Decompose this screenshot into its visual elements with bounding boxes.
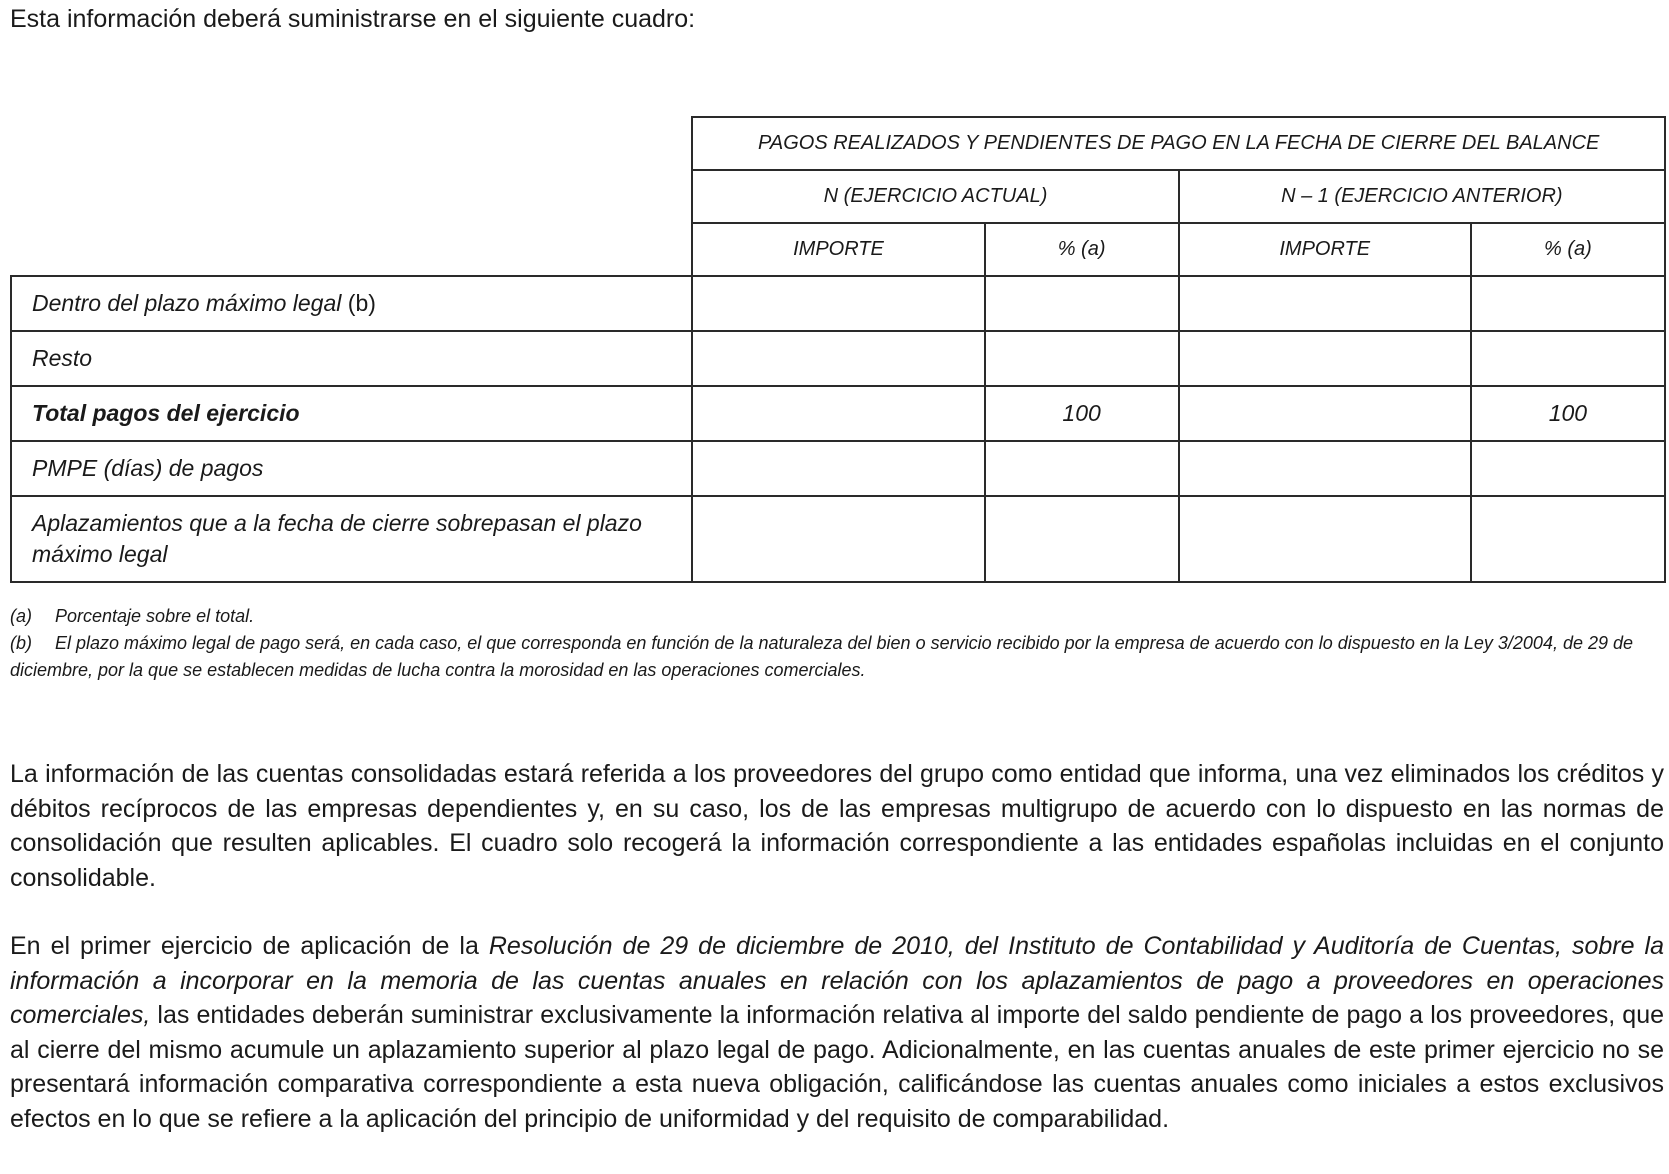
cell-importe-n1 — [1179, 441, 1471, 496]
footnote-b — [10, 630, 1666, 684]
table-header-row-title — [11, 117, 1665, 170]
paragraph-lead: En el primer ejercicio de aplicación de la — [10, 932, 489, 960]
cell-importe-n — [692, 496, 984, 582]
cell-importe-n1 — [1179, 496, 1471, 582]
table-corner-blank — [11, 117, 692, 170]
table-header-row-columns — [11, 223, 1665, 276]
paragraph-first-application — [10, 929, 1664, 1136]
cell-pct-n1 — [1471, 331, 1665, 386]
table-row — [11, 441, 1665, 496]
intro-text: Esta información deberá suministrarse en el siguiente cuadro: — [10, 5, 696, 33]
footnote-key: (b) — [10, 633, 32, 653]
cell-importe-n — [692, 386, 984, 441]
cell-importe-n — [692, 276, 984, 331]
cell-pct-n1 — [1471, 496, 1665, 582]
table-footnotes — [10, 603, 1666, 684]
row-label-dentro-plazo — [11, 276, 692, 331]
cell-importe-n — [692, 331, 984, 386]
cell-pct-n1 — [1471, 276, 1665, 331]
row-label-aplazamientos: Aplazamientos que a la fecha de cierre sobrepasan el plazo máximo legal — [11, 496, 692, 582]
cell-pct-n1 — [1471, 441, 1665, 496]
cell-pct-n1: 100 — [1471, 386, 1665, 441]
col-importe-previous: IMPORTE — [1179, 223, 1471, 276]
table-header-row-periods — [11, 170, 1665, 223]
cell-importe-n1 — [1179, 276, 1471, 331]
paragraph-rest: las entidades deberán suministrar exclusivamente la información relativa al importe del saldo pendiente de pago a los proveedores, que al cierre del mismo acumule un aplazamiento superior al plazo legal de pago. Adicionalmente, en las cuentas anuales de este primer ejercicio no se presentará información comparativa correspondiente a esta nueva obligación, calificándose las cuentas anuales como iniciales a estos exclusivos efectos en lo que se refiere a la aplicación del principio de uniformidad y del requisito de comparabilidad. — [10, 1001, 1664, 1133]
cell-pct-n — [985, 331, 1179, 386]
row-label-resto: Resto — [11, 331, 692, 386]
table-row — [11, 331, 1665, 386]
cell-importe-n1 — [1179, 386, 1471, 441]
table-row — [11, 496, 1665, 582]
col-importe-current: IMPORTE — [692, 223, 984, 276]
cell-importe-n — [692, 441, 984, 496]
footnote-text: El plazo máximo legal de pago será, en cada caso, el que corresponda en función de la naturaleza del bien o servicio recibido por la empresa de acuerdo con lo dispuesto en la Ley 3/2004, de 29 de diciembre, por la que se establecen medidas de lucha contra la morosidad en las operaciones comerciales. — [10, 633, 1634, 680]
cell-pct-n — [985, 276, 1179, 331]
paragraph-consolidated-accounts: La información de las cuentas consolidadas estará referida a los proveedores del grupo como entidad que informa, una vez eliminados los créditos y débitos recíprocos de las empresas dependientes y, en su caso, los de las empresas multigrupo de acuerdo con lo dispuesto en las normas de consolidación que resulten aplicables. El cuadro solo recogerá la información correspondiente a las entidades españolas incluidas en el conjunto consolidable. — [10, 760, 1664, 892]
period-current-header: N (EJERCICIO ACTUAL) — [692, 170, 1178, 223]
footnote-text: Porcentaje sobre el total. — [55, 606, 255, 626]
payments-table — [10, 116, 1666, 583]
table-corner-blank — [11, 223, 692, 276]
table-row — [11, 386, 1665, 441]
col-pct-current: % (a) — [985, 223, 1179, 276]
col-pct-previous: % (a) — [1471, 223, 1665, 276]
table-title: PAGOS REALIZADOS Y PENDIENTES DE PAGO EN LA FECHA DE CIERRE DEL BALANCE — [692, 117, 1665, 170]
cell-pct-n: 100 — [985, 386, 1179, 441]
row-label-text: Dentro del plazo máximo legal — [32, 290, 342, 316]
period-previous-header: N – 1 (EJERCICIO ANTERIOR) — [1179, 170, 1665, 223]
row-label-note-ref: (b) — [341, 290, 376, 316]
row-label-total: Total pagos del ejercicio — [11, 386, 692, 441]
footnote-key: (a) — [10, 606, 32, 626]
cell-importe-n1 — [1179, 331, 1471, 386]
table-row — [11, 276, 1665, 331]
resolution-reference: Resolución de 29 de diciembre de 2010, del Instituto de Contabilidad y Auditoría de Cuentas, sobre la información a incorporar en la memoria de las cuentas anuales en relación con los aplazamientos de pago a proveedores en operaciones comerciales, — [10, 932, 1664, 1029]
footnote-a — [10, 603, 1666, 630]
table-corner-blank — [11, 170, 692, 223]
cell-pct-n — [985, 441, 1179, 496]
cell-pct-n — [985, 496, 1179, 582]
row-label-pmpe: PMPE (días) de pagos — [11, 441, 692, 496]
